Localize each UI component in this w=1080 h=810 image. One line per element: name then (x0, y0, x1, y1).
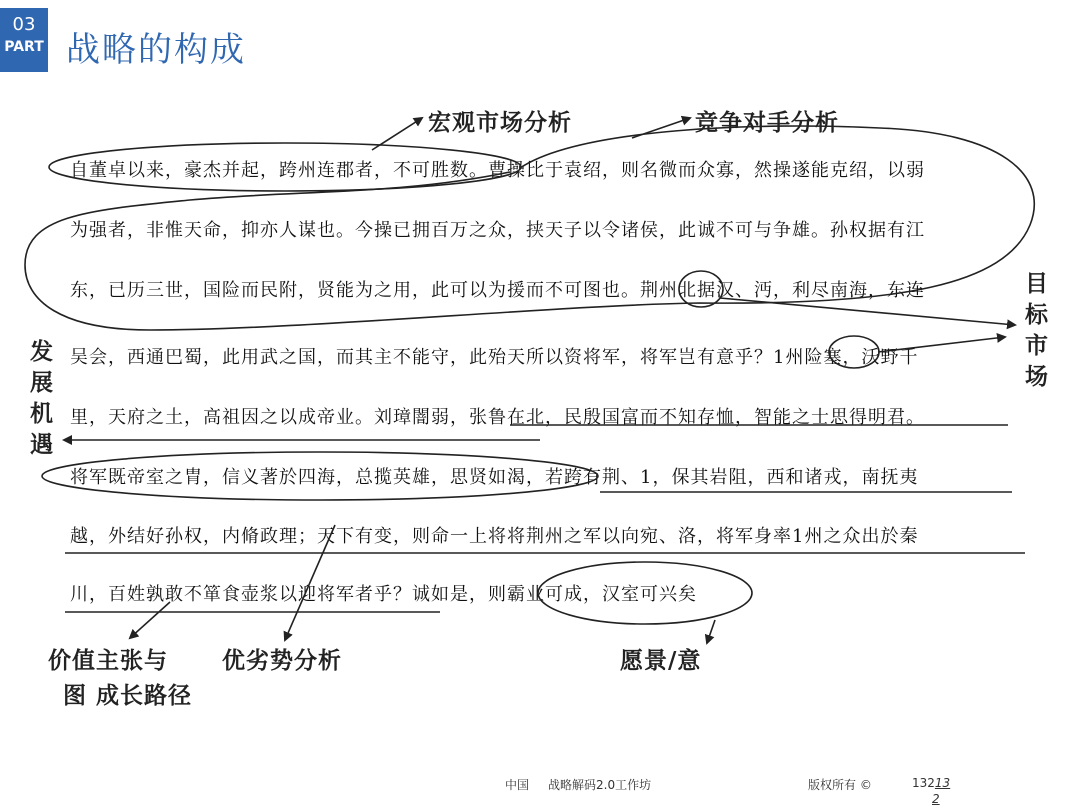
footer-page-a: 132 (912, 776, 935, 790)
passage-line-3: 东，已历三世，国险而民附，贤能为之用，此可以为援而不可图也。荆州北据汉、沔，利尽南海，东连 (70, 280, 925, 301)
passage-line-4: 吴会，西通巴蜀，此用武之国，而其主不能守，此殆天所以资将军，将军岂有意乎？1州险塞，沃野千 (70, 347, 919, 368)
ellipse-value-proposition (42, 452, 598, 500)
footer-org: 中国 (505, 778, 530, 792)
part-number: 03 (12, 14, 36, 35)
passage-line-8: 川，百姓孰敢不箪食壶浆以迎将军者乎？诚如是，则霸业可成，汉室可兴矣 (70, 584, 697, 605)
ellipse-vision (538, 562, 752, 624)
arrow-swot (285, 525, 335, 640)
ellipse-yizhou (829, 336, 879, 368)
label-competitor: 竞争对手分析 (695, 110, 839, 136)
arrow-target-market-1 (720, 298, 1015, 325)
passage-line-7: 越，外结好孙权，内脩政理；天下有变，则命一上将将荆州之军以向宛、洛，将军身率1州之众出於秦 (70, 526, 919, 547)
ellipse-jingzhou (679, 271, 723, 307)
page-title: 战略的构成 (66, 30, 246, 70)
footer-copyright: 版权所有 © (808, 778, 872, 792)
footer-page-c: 2 (932, 792, 940, 806)
label-swot: 优劣势分析 (222, 648, 342, 674)
label-target-market: 目标市场 (1025, 271, 1048, 390)
passage-line-2: 为强者，非惟天命，抑亦人谋也。今操已拥百万之众，挟天子以令诸侯，此诚不可与争雄。孙权据有江 (70, 220, 925, 241)
loop-competitor (25, 126, 1034, 330)
label-development: 发展机遇 (30, 339, 53, 458)
arrow-competitor (632, 118, 690, 138)
arrow-vision (707, 620, 715, 643)
arrow-target-market-2 (878, 337, 1005, 352)
passage-line-5: 里，天府之土，高祖因之以成帝业。刘璋闇弱，张鲁在北，民殷国富而不知存恤，智能之士思得明君。 (70, 407, 925, 428)
label-value-proposition-1: 价值主张与 (48, 648, 168, 674)
label-value-proposition-2: 图 成长路径 (63, 683, 193, 709)
arrow-value-proposition (130, 602, 170, 638)
footer-page-b: 13 (934, 776, 951, 790)
passage-line-1: 自董卓以来，豪杰并起，跨州连郡者，不可胜数。曹操比于袁绍，则名微而众寡，然操遂能克绍，以弱 (70, 160, 925, 181)
label-macro-market: 宏观市场分析 (428, 110, 572, 136)
footer-page-number (912, 776, 950, 790)
ellipse-macro-market (49, 143, 521, 191)
passage-line-6: 将军既帝室之胄，信义著於四海，总揽英雄，思贤如渴，若跨有荆、1，保其岩阻，西和诸戎，南抚夷 (70, 467, 919, 488)
part-word: PART (4, 39, 44, 55)
footer-workshop: 战略解码2.0工作坊 (548, 778, 652, 792)
label-vision: 愿景/意 (620, 648, 702, 674)
